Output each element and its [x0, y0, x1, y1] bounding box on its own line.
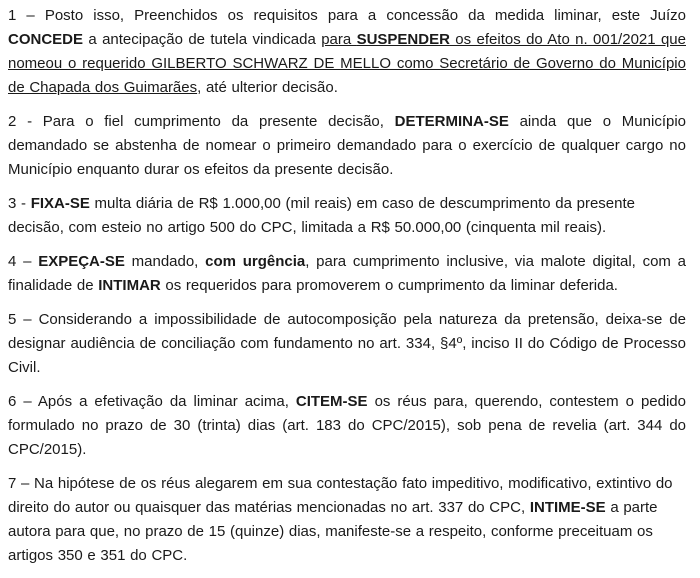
text-segment: EXPEÇA-SE — [38, 253, 125, 270]
paragraph-1 — [8, 4, 686, 100]
text-segment: mandado, — [124, 253, 206, 270]
text-segment: ainda que o Município demandado se abstenha de nomear o primeiro demandado para o exercício de qualquer cargo no Município enquanto durar os efeitos da presente decisão. — [8, 113, 687, 178]
paragraph-2 — [8, 110, 686, 182]
paragraph-3 — [8, 192, 686, 240]
paragraph-7 — [8, 472, 686, 568]
text-segment: a parte autora para que, no prazo de 15 (quinze) dias, manifeste-se a respeito, conforme preceituam os artigos 350 e 351 do CPC. — [8, 499, 658, 564]
text-segment: CONCEDE — [8, 31, 84, 48]
text-segment: os requeridos para promoverem o cumprimento da liminar deferida. — [160, 277, 618, 294]
text-segment: FIXA-SE — [30, 195, 90, 212]
text-segment: 6 – Após a efetivação da liminar acima, — [8, 393, 296, 410]
text-segment: , até ulterior decisão. — [197, 79, 338, 96]
text-segment: a antecipação de tutela vindicada — [83, 31, 322, 48]
text-segment: , para cumprimento inclusive, via malote digital, com a finalidade de — [8, 253, 686, 294]
text-segment: 5 – Considerando a impossibilidade de autocomposição pela natureza da pretensão, deixa-se de designar audiência de conciliação com fundamento no art. 334, §4º, inciso II do Código de Processo Civil. — [8, 311, 686, 376]
text-segment: 2 - Para o fiel cumprimento da presente decisão, — [8, 113, 395, 130]
paragraph-5 — [8, 308, 686, 380]
text-segment: DETERMINA-SE — [394, 113, 509, 130]
text-segment: INTIME-SE — [529, 499, 606, 516]
paragraph-6 — [8, 390, 686, 462]
paragraph-4 — [8, 250, 686, 298]
text-segment: 7 – Na hipótese de os réus alegarem em sua contestação fato impeditivo, modificativo, extintivo do direito do autor ou quaisquer das matérias mencionadas no art. 337 do CPC, — [8, 475, 673, 516]
document-body — [8, 4, 686, 568]
text-segment: com urgência — [205, 253, 306, 270]
text-segment: 1 – Posto isso, Preenchidos os requisitos para a concessão da medida liminar, este Juízo — [8, 7, 686, 24]
text-segment: INTIMAR — [98, 277, 161, 294]
text-segment: 4 – — [8, 253, 39, 270]
text-segment: SUSPENDER — [356, 31, 450, 48]
text-segment: para — [321, 31, 357, 48]
text-segment: os efeitos do Ato n. 001/2021 que nomeou o requerido GILBERTO SCHWARZ DE MELLO como Secretário de Governo do Município de Chapada dos Guimarães — [8, 31, 686, 96]
text-segment: multa diária de R$ 1.000,00 (mil reais) em caso de descumprimento da presente decisão, com esteio no artigo 500 do CPC, limitada a R$ 50.000,00 (cinquenta mil reais). — [8, 195, 635, 236]
text-segment: os réus para, querendo, contestem o pedido formulado no prazo de 30 (trinta) dias (art. 183 do CPC/2015), sob pena de revelia (art. 344 do CPC/2015). — [8, 393, 686, 458]
text-segment: 3 - — [8, 195, 31, 212]
text-segment: CITEM-SE — [295, 393, 368, 410]
